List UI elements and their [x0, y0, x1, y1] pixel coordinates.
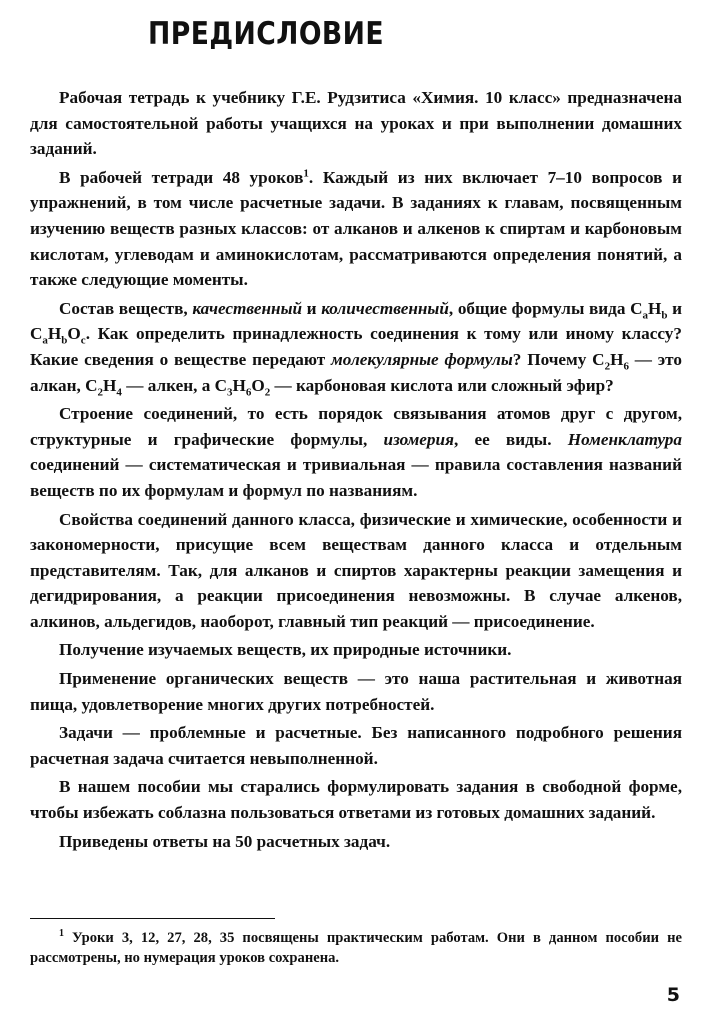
text-fragment: веществ, — [114, 298, 193, 318]
paragraph-1 — [30, 85, 682, 162]
footnote-divider — [30, 918, 275, 919]
formula-subscript: a — [642, 309, 648, 322]
formula-subscript: b — [61, 334, 68, 347]
paragraph-structure — [30, 401, 682, 503]
text-fragment: соединений, то есть порядок связывания атомов друг с другом, структурные и графические формулы, — [30, 404, 682, 449]
italic-term: количественный — [321, 298, 449, 318]
formula-subscript: 4 — [116, 385, 122, 398]
paragraph-2 — [30, 165, 682, 293]
paragraph-10-text: Приведены ответы на 50 расчетных задач. — [59, 831, 391, 851]
paragraph-production — [30, 637, 682, 663]
text-fragment: , ее виды. — [453, 429, 568, 449]
formula-subscript: a — [42, 334, 48, 347]
paragraph-tasks — [30, 720, 682, 771]
paragraph-9 — [30, 774, 682, 825]
text-fragment: O — [251, 375, 265, 395]
formula-subscript: 2 — [604, 360, 611, 373]
text-fragment: — проблемные и расчетные. Без написанного подробного решения расчетная задача считается невыполненной. — [30, 723, 682, 768]
footnote-text: Уроки 3, 12, 27, 28, 35 посвящены практическим работам. Они в данном пособии не рассмотрены, но нумерация уроков сохранена. — [30, 930, 682, 966]
text-fragment: и C — [30, 298, 682, 344]
paragraph-1-text: Рабочая тетрадь к учебнику Г.Е. Рудзитиса «Химия. 10 класс» предназначена для самостоятельной работы учащихся на уроках и при выполнении домашних заданий. — [30, 88, 682, 159]
keyword-properties: Свойства — [59, 509, 134, 529]
text-fragment: O — [67, 324, 81, 344]
page-title: ПРЕДИСЛОВИЕ — [148, 16, 385, 52]
footnote — [30, 928, 682, 968]
formula-subscript: 6 — [245, 385, 252, 398]
keyword-application: Применение — [59, 669, 157, 689]
text-fragment: — карбоновая кислота или сложный эфир? — [270, 375, 614, 395]
text-fragment: . Как определить принадлежность соединения к тому или иному классу? Какие сведения о веществе передают — [30, 324, 682, 369]
text-fragment: H — [647, 298, 662, 318]
formula-subscript: 3 — [227, 385, 233, 398]
italic-term: Номенклатура — [567, 429, 682, 449]
italic-term: качественный — [192, 298, 303, 318]
text-fragment: изучаемых веществ, их природные источники. — [143, 640, 512, 660]
italic-term: изомерия — [383, 429, 454, 449]
formula-subscript: 2 — [97, 385, 104, 398]
paragraph-application — [30, 666, 682, 717]
text-fragment: H — [47, 324, 62, 344]
formula-subscript: b — [661, 309, 668, 322]
paragraph-9-text: В нашем пособии мы старались формулировать задания в свободной форме, чтобы избежать соблазна пользоваться ответами из готовых домашних заданий. — [30, 777, 682, 823]
paragraph-properties — [30, 507, 682, 635]
text-fragment: соединений — систематическая и тривиальная — правила составления названий веществ по их формулам и формул по названиям. — [30, 455, 682, 500]
formula-subscript: 2 — [264, 385, 271, 398]
footnote-reference: 1 — [303, 167, 309, 180]
paragraph-10 — [30, 829, 682, 855]
formula-subscript: c — [80, 334, 86, 347]
formula-subscript: 6 — [623, 360, 629, 373]
text-fragment: H — [232, 375, 246, 395]
text-fragment: и — [302, 298, 322, 318]
text-fragment: — алкен, а C — [121, 375, 227, 395]
text-fragment: соединений данного класса, физические и химические, особенности и закономерности, присущие всем веществам данного класса и отдельным представителям. Так, для алканов и спиртов характерны реакции замещения и дегидрирования, а реакции присоединения невозможны. В случае алкенов, алкинов, альдегидов, наоборот, главный тип реакций — присоединение. — [30, 509, 682, 631]
keyword-tasks: Задачи — [59, 723, 113, 743]
keyword-production: Получение — [59, 640, 144, 660]
keyword-composition: Состав — [59, 298, 115, 318]
footnote-marker: 1 — [59, 928, 64, 940]
keyword-structure: Строение — [59, 404, 134, 424]
text-fragment: H — [103, 375, 117, 395]
text-fragment: , общие формулы вида C — [448, 298, 643, 318]
text-fragment: — это алкан, C — [30, 349, 682, 395]
text-fragment: органических веществ — это наша растительная и животная пища, удовлетворение многих других потребностей. — [30, 669, 682, 714]
preface-body — [30, 85, 682, 857]
italic-term: молекулярные формулы — [331, 349, 513, 369]
text-fragment: ? Почему C — [512, 349, 605, 369]
text-fragment: H — [610, 349, 624, 369]
paragraph-composition — [30, 296, 682, 398]
paragraph-2-text-b: . Каждый из них включает 7–10 вопросов и упражнений, в том числе расчетные задачи. В заданиях к главам, посвященным изучению веществ разных классов: от алканов и алкенов к спиртам и карбоновым кислотам, углеводам и аминокислотам, рассматриваются определения понятий, а также следующие моменты. — [30, 167, 682, 290]
page-number: 5 — [666, 984, 680, 1006]
paragraph-2-text-a: В рабочей тетради 48 уроков — [59, 167, 304, 187]
